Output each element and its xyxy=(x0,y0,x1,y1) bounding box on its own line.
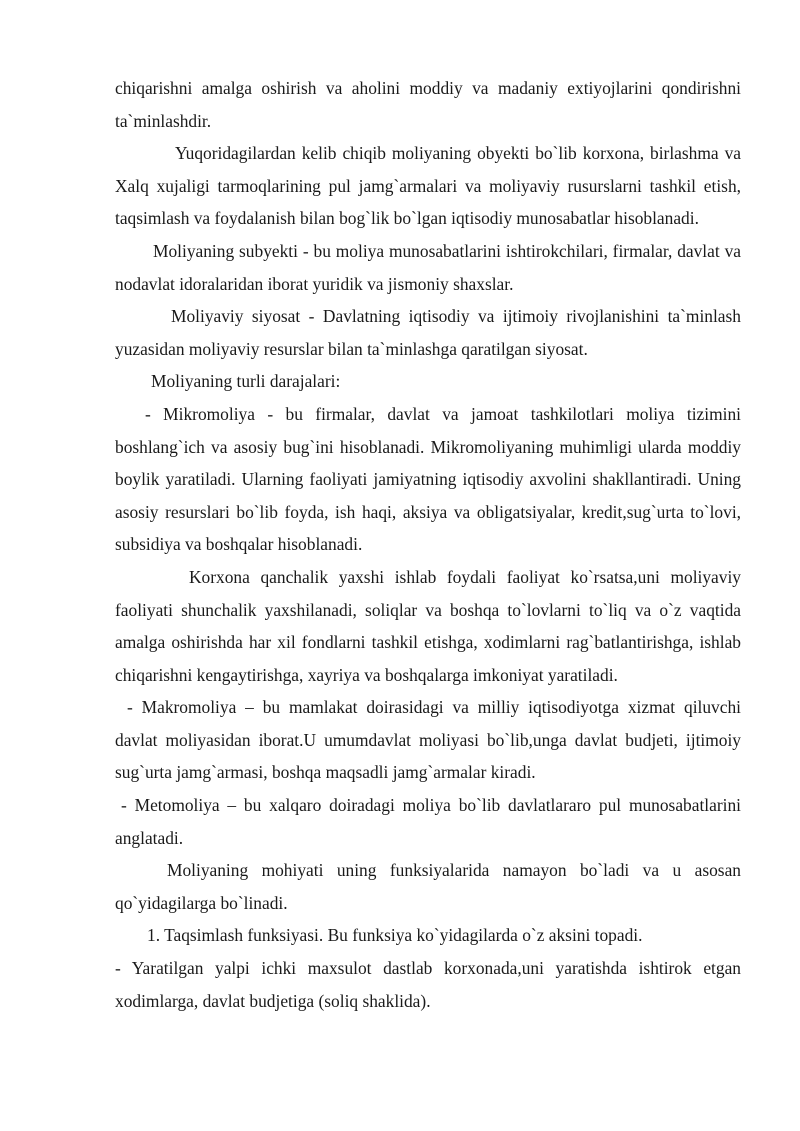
paragraph-mikromoliya: - Mikromoliya - bu firmalar, davlat va jamoat tashkilotlari moliya tizimini boshlang`ich va asosiy bug`ini hisoblanadi. Mikromoliyaning muhimligi ularda moddiy boylik yaratiladi. Ularning faoliyati jamiyatning iqtisodiy axvolini shakllantiradi. Uning asosiy resurslari bo`lib foyda, ish haqi, aksiya va obligatsiyalar, kredit,sug`urta to`lovi, subsidiya va boshqalar hisoblanadi. xyxy=(115,403,741,555)
paragraph-makromoliya: - Makromoliya – bu mamlakat doirasidagi va milliy iqtisodiyotga xizmat qiluvchi davlat moliyasidan iborat.U umumdavlat moliyasi bo`lib,unga davlat budjeti, ijtimoiy sug`urta jamg`armasi, boshqa maqsadli jamg`armalar kiradi. xyxy=(115,697,741,783)
paragraph-moliya-obyekti: Yuqoridagilardan kelib chiqib moliyaning obyekti bo`lib korxona, birlashma va Xalq xujaligi tarmoqlarining pul jamg`armalari va moliyaviy rusurslarni tashkil etish, taqsimlash va foydalanish bilan bog`lik bo`lgan iqtisodiy munosabatlar hisoblanadi. xyxy=(115,143,741,229)
document-page xyxy=(115,72,741,1017)
paragraph-korxona: Korxona qanchalik yaxshi ishlab foydali faoliyat ko`rsatsa,uni moliyaviy faoliyati shunchalik yaxshilanadi, soliqlar va boshqa to`lovlarni to`liq va o`z vaqtida amalga oshirishda har xil fondlarni tashkil etishga, xodimlarni rag`batlantirishga, ishlab chiqarishni kengaytirishga, xayriya va boshqalarga imkoniyat yaratiladi. xyxy=(115,566,741,685)
paragraph-metomoliya: - Metomoliya – bu xalqaro doiradagi moliya bo`lib davlatlararo pul munosabatlarini anglatadi. xyxy=(115,795,741,848)
paragraph-mohiyati: Moliyaning mohiyati uning funksiyalarida namayon bo`ladi va u asosan qo`yidagilarga bo`linadi. xyxy=(115,860,741,913)
paragraph-moliya-subyekti: Moliyaning subyekti - bu moliya munosabatlarini ishtirokchilari, firmalar, davlat va nodavlat idoralaridan iborat yuridik va jismoniy shaxslar. xyxy=(115,240,741,294)
paragraph-yalpi-ichki-maxsulot: - Yaratilgan yalpi ichki maxsulot dastlab korxonada,uni yaratishda ishtirok etgan xodimlarga, davlat budjetiga (soliq shaklida). xyxy=(115,958,741,1011)
paragraph-moliyaviy-siyosat: Moliyaviy siyosat - Davlatning iqtisodiy va ijtimoiy rivojlanishini ta`minlash yuzasidan moliyaviy resurslar bilan ta`minlashga qaratilgan siyosat. xyxy=(115,306,741,359)
paragraph-taqsimlash-funksiyasi: 1. Taqsimlash funksiyasi. Bu funksiya ko`yidagilarda o`z aksini topadi. xyxy=(147,925,643,946)
paragraph-darajalar-heading: Moliyaning turli darajalari: xyxy=(151,371,341,392)
paragraph-intro-continuation: chiqarishni amalga oshirish va aholini moddiy va madaniy extiyojlarini qondirishni ta`minlashdir. xyxy=(115,78,741,131)
